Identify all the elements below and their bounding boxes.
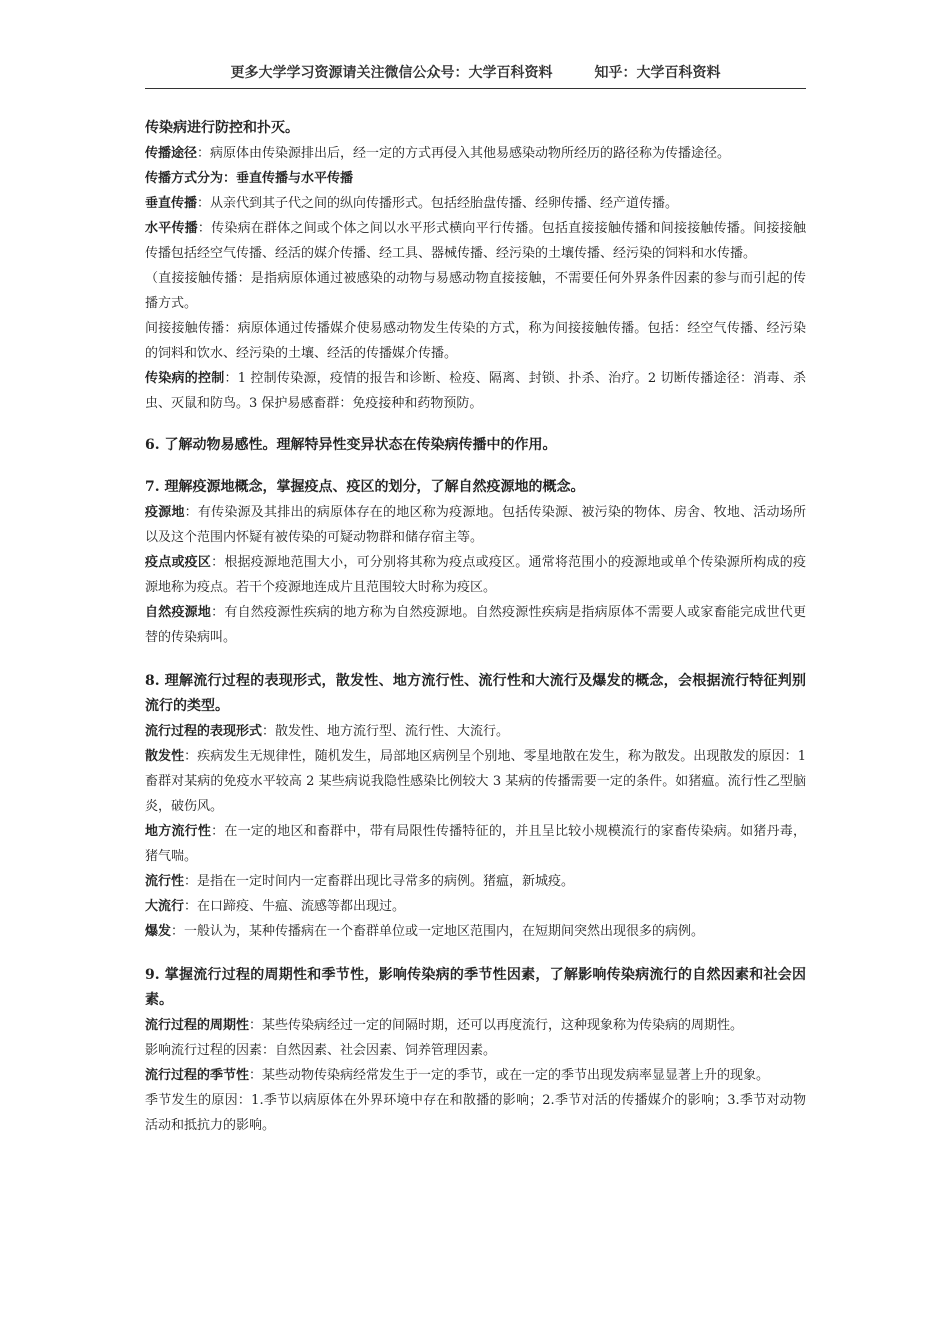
section-heading-7: 7. 理解疫源地概念，掌握疫点、疫区的划分，了解自然疫源地的概念。: [145, 479, 585, 495]
paragraph-transmission-types: 传播方式分为：垂直传播与水平传播: [145, 171, 354, 186]
term: 流行性: [145, 874, 185, 889]
term: 流行过程的表现形式: [145, 724, 263, 739]
term: 垂直传播: [145, 196, 198, 211]
paragraph-epidemic-point-area: 疫点或疫区：根据疫源地范围大小，可分别将其称为疫点或疫区。通常将范围小的疫源地或单个传染源所构成的疫源地称为疫点。若干个疫源地连成片且范围较大时称为疫区。: [145, 555, 806, 595]
page-header: [145, 62, 806, 82]
term: 传染病的控制: [145, 371, 225, 386]
paragraph-indirect-contact: 间接接触传播：病原体通过传播媒介使易感动物发生传染的方式，称为间接接触传播。包括：经空气传播、经污染的饲料和饮水、经污染的土壤、经活的传播媒介传播。: [145, 321, 806, 361]
term: 水平传播: [145, 221, 198, 236]
paragraph-vertical-transmission: 垂直传播：从亲代到其子代之间的纵向传播形式。包括经胎盘传播、经卵传播、经产道传播。: [145, 196, 679, 211]
term: 地方流行性: [145, 824, 212, 839]
paragraph-pandemic: 大流行：在口蹄疫、牛瘟、流感等都出现过。: [145, 899, 406, 914]
term: 自然疫源地: [145, 605, 212, 620]
section-heading-9: 9. 掌握流行过程的周期性和季节性，影响传染病的季节性因素，了解影响传染病流行的自然因素和社会因素。: [145, 967, 806, 1008]
paragraph-transmission-route: 传播途径：病原体由传染源排出后，经一定的方式再侵入其他易感染动物所经历的路径称为传播途径。: [145, 146, 731, 161]
paragraph-epidemic-forms: 流行过程的表现形式：散发性、地方流行型、流行性、大流行。: [145, 724, 510, 739]
paragraph-disease-control: 传染病的控制：1 控制传染源，疫情的报告和诊断、检疫、隔离、封锁、扑杀、治疗。2 切断传播途径：消毒、杀虫、灭鼠和防鸟。3 保护易感畜群：免疫接种和药物预防。: [145, 371, 806, 411]
paragraph-seasonality: 流行过程的季节性：某些动物传染病经常发生于一定的季节，或在一定的季节出现发病率显显著上升的现象。: [145, 1068, 770, 1083]
term: 流行过程的季节性: [145, 1068, 250, 1083]
term: 流行过程的周期性: [145, 1018, 250, 1033]
paragraph-outbreak: 爆发：一般认为，某种传播病在一个畜群单位或一定地区范围内，在短期间突然出现很多的病例。: [145, 924, 705, 939]
paragraph-periodicity: 流行过程的周期性：某些传染病经过一定的间隔时期，还可以再度流行，这种现象称为传染病的周期性。: [145, 1018, 744, 1033]
section-heading-6: 6. 了解动物易感性。理解特异性变异状态在传染病传播中的作用。: [145, 437, 557, 453]
paragraph-epidemic: 流行性：是指在一定时间内一定畜群出现比寻常多的病例。猪瘟，新城疫。: [145, 874, 575, 889]
paragraph-natural-focus: 自然疫源地：有自然疫源性疾病的地方称为自然疫源地。自然疫源性疾病是指病原体不需要人或家畜能完成世代更替的传染病叫。: [145, 605, 806, 645]
paragraph-direct-contact: （直接接触传播：是指病原体通过被感染的动物与易感动物直接接触，不需要任何外界条件因素的参与而引起的传播方式。: [145, 271, 806, 311]
term: 疫点或疫区: [145, 555, 212, 570]
header-left-text: 更多大学学习资源请关注微信公众号：大学百科资料: [230, 65, 553, 81]
paragraph-seasonal-causes: 季节发生的原因：1.季节以病原体在外界环境中存在和散播的影响；2.季节对活的传播媒介的影响；3.季节对动物活动和抵抗力的影响。: [145, 1093, 806, 1133]
term: 爆发: [145, 924, 172, 939]
paragraph-endemic: 地方流行性：在一定的地区和畜群中，带有局限性传播特征的，并且呈比较小规模流行的家畜传染病。如猪丹毒，猪气喘。: [145, 824, 806, 864]
term: 散发性: [145, 749, 185, 764]
paragraph-sporadic: 散发性：疾病发生无规律性，随机发生，局部地区病例呈个别地、零星地散在发生，称为散发。出现散发的原因：1 畜群对某病的免疫水平较高 2 某些病说我隐性感染比例较大 3 某病的传播需要一定的条件。如猪瘟。流行性乙型脑炎，破伤风。: [145, 749, 806, 814]
header-divider: [145, 88, 806, 89]
paragraph-horizontal-transmission: 水平传播：传染病在群体之间或个体之间以水平形式横向平行传播。包括直接接触传播和间接接触传播。间接接触传播包括经空气传播、经活的媒介传播、经工具、器械传播、经污染的土壤传播、经污染的饲料和水传播。: [145, 221, 806, 261]
term: 大流行: [145, 899, 185, 914]
paragraph-influencing-factors: 影响流行过程的因素：自然因素、社会因素、饲养管理因素。: [145, 1043, 497, 1058]
header-right-text: 知乎：大学百科资料: [594, 65, 721, 81]
paragraph-epidemic-focus: 疫源地：有传染源及其排出的病原体存在的地区称为疫源地。包括传染源、被污染的物体、房舍、牧地、活动场所以及这个范围内怀疑有被传染的可疑动物群和储存宿主等。: [145, 505, 806, 545]
term: 疫源地: [145, 505, 185, 520]
term: 传播途径: [145, 146, 198, 161]
document-body: [145, 116, 806, 1138]
paragraph-intro: 传染病进行防控和扑灭。: [145, 120, 299, 136]
section-heading-8: 8. 理解流行过程的表现形式，散发性、地方流行性、流行性和大流行及爆发的概念，会根据流行特征判别流行的类型。: [145, 673, 806, 714]
